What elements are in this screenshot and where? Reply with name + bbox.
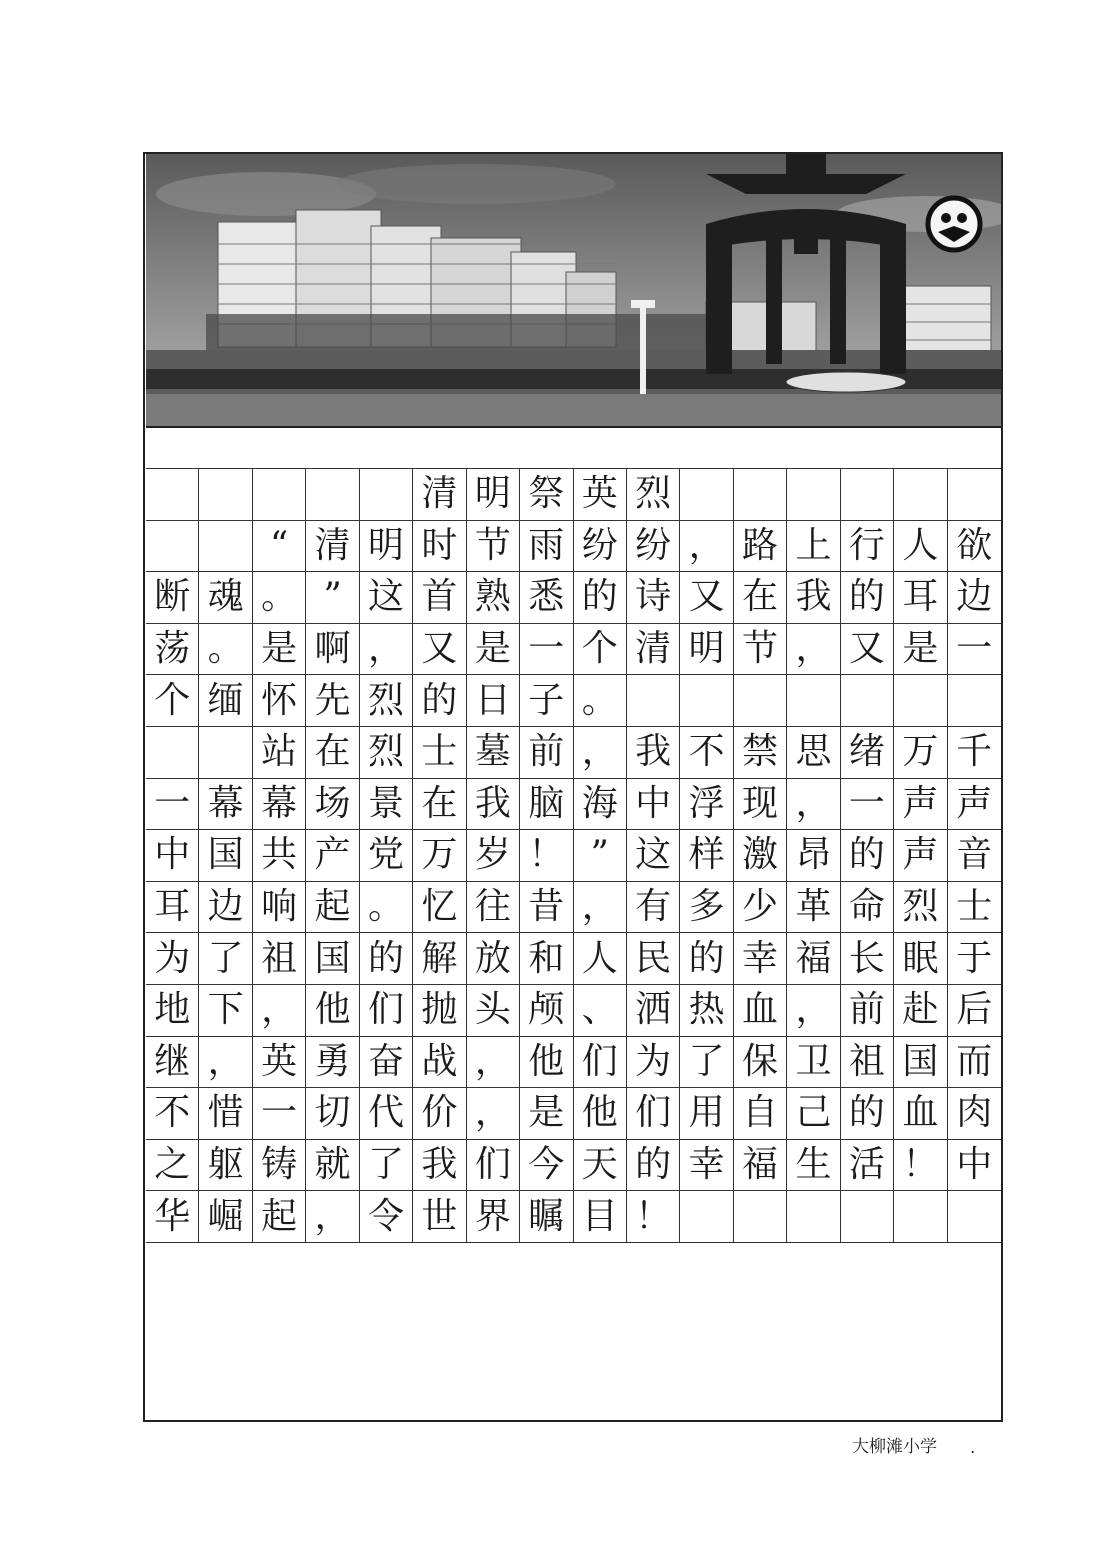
grid-cell: 国 [306, 933, 359, 984]
grid-cell: 节 [734, 624, 787, 675]
grid-cell: 民 [627, 933, 680, 984]
text-row [146, 1140, 1001, 1192]
text-row [146, 779, 1001, 831]
text-row [146, 521, 1001, 573]
grid-cell: 怀 [253, 675, 306, 726]
grid-cell: 又 [680, 572, 733, 623]
grid-cell: 烈 [894, 882, 947, 933]
grid-cell: 洒 [627, 985, 680, 1036]
grid-cell: ” [574, 830, 627, 881]
grid-cell: 个 [146, 675, 199, 726]
grid-cell: 而 [956, 1040, 993, 1082]
grid-cell: 为 [146, 933, 199, 984]
grid-cell: 万 [894, 727, 947, 778]
grid-cell: 明 [467, 469, 520, 520]
grid-cell: 的 [841, 830, 894, 881]
grid-cell: 勇 [306, 1037, 359, 1088]
grid-cell: ， [787, 779, 840, 830]
grid-cell: 。 [360, 882, 413, 933]
grid-cell: 士 [413, 727, 466, 778]
grid-cell: 雨 [520, 521, 573, 572]
grid-cell: 声 [956, 782, 993, 824]
grid-cell: 不 [146, 1088, 199, 1139]
grid-cell: 他 [306, 985, 359, 1036]
grid-cell: 保 [734, 1037, 787, 1088]
grid-cell: 是 [467, 624, 520, 675]
grid-cell: 目 [574, 1191, 627, 1242]
grid-cell: ” [306, 572, 359, 623]
grid-cell [841, 675, 894, 726]
grid-cell: 起 [306, 882, 359, 933]
grid-cell [787, 675, 840, 726]
grid-cell: 边 [956, 576, 993, 618]
grid-cell: 脑 [520, 779, 573, 830]
grid-cell [948, 1191, 1001, 1242]
grid-cell: 清 [306, 521, 359, 572]
grid-cell: 纷 [574, 521, 627, 572]
grid-cell: 们 [574, 1037, 627, 1088]
grid-cell: 耳 [894, 572, 947, 623]
grid-cell: 的 [360, 933, 413, 984]
text-row [146, 830, 1001, 882]
grid-cell: 国 [894, 1037, 947, 1088]
grid-cell [734, 1191, 787, 1242]
grid-cell: 于 [956, 937, 993, 979]
grid-cell: 就 [306, 1140, 359, 1191]
grid-cell: 血 [734, 985, 787, 1036]
grid-cell: 卫 [787, 1037, 840, 1088]
grid-cell: 清 [627, 624, 680, 675]
grid-cell: 热 [680, 985, 733, 1036]
grid-cell: 我 [467, 779, 520, 830]
grid-cell: 明 [360, 521, 413, 572]
grid-cell [894, 1191, 947, 1242]
grid-cell: 今 [520, 1140, 573, 1191]
grid-cell: 幸 [734, 933, 787, 984]
grid-cell: 之 [146, 1140, 199, 1191]
grid-cell [680, 469, 733, 520]
grid-cell: 烈 [360, 727, 413, 778]
grid-cell: 他 [520, 1037, 573, 1088]
grid-cell: ！ [627, 1191, 680, 1242]
grid-cell [199, 521, 252, 572]
grid-cell: 继 [146, 1037, 199, 1088]
grid-cell: 魂 [199, 572, 252, 623]
grid-cell: 命 [841, 882, 894, 933]
grid-cell: 音 [956, 834, 993, 876]
grid-cell: 下 [199, 985, 252, 1036]
grid-cell: 诗 [627, 572, 680, 623]
grid-cell: 和 [520, 933, 573, 984]
grid-cell: 放 [467, 933, 520, 984]
grid-cell: 声 [894, 779, 947, 830]
grid-cell: 又 [841, 624, 894, 675]
footer-mark: . [970, 1438, 976, 1458]
grid-cell: 共 [253, 830, 306, 881]
grid-cell: 海 [574, 779, 627, 830]
grid-cell: 断 [146, 572, 199, 623]
grid-cell: 多 [680, 882, 733, 933]
grid-cell [841, 1191, 894, 1242]
grid-cell: 子 [520, 675, 573, 726]
grid-cell: 幸 [680, 1140, 733, 1191]
grid-cell: 人 [574, 933, 627, 984]
grid-cell: 又 [413, 624, 466, 675]
grid-cell [841, 469, 894, 520]
grid-cell: 眠 [894, 933, 947, 984]
grid-cell: ， [360, 624, 413, 675]
grid-cell: 的 [413, 675, 466, 726]
grid-cell: 熟 [467, 572, 520, 623]
grid-cell [894, 675, 947, 726]
grid-cell: 前 [520, 727, 573, 778]
text-row [146, 985, 1001, 1037]
grid-cell: 时 [413, 521, 466, 572]
grid-cell: 一 [253, 1088, 306, 1139]
grid-cell [680, 675, 733, 726]
grid-cell: 是 [894, 624, 947, 675]
grid-cell: 我 [787, 572, 840, 623]
grid-cell: 中 [146, 830, 199, 881]
grid-cell: 岁 [467, 830, 520, 881]
grid-cell: 明 [680, 624, 733, 675]
grid-cell [948, 469, 1001, 520]
grid-cell: ， [787, 985, 840, 1036]
grid-cell [948, 675, 1001, 726]
grid-cell: 日 [467, 675, 520, 726]
grid-cell: 。 [574, 675, 627, 726]
grid-cell: 耳 [146, 882, 199, 933]
grid-cell: 头 [467, 985, 520, 1036]
grid-cell: 他 [574, 1088, 627, 1139]
grid-cell: ， [467, 1037, 520, 1088]
grid-cell: 一 [956, 628, 993, 670]
text-row [146, 882, 1001, 934]
grid-cell: 血 [894, 1088, 947, 1139]
grid-cell: 这 [627, 830, 680, 881]
grid-cell: 先 [306, 675, 359, 726]
grid-cell: 赴 [894, 985, 947, 1036]
title-row [146, 469, 1001, 521]
grid-cell: 荡 [146, 624, 199, 675]
grid-cell: 产 [306, 830, 359, 881]
grid-cell: 这 [360, 572, 413, 623]
grid-cell: 战 [413, 1037, 466, 1088]
text-row [146, 1088, 1001, 1140]
grid-cell [360, 469, 413, 520]
grid-cell [734, 469, 787, 520]
grid-cell: 清 [413, 469, 466, 520]
grid-cell: 在 [734, 572, 787, 623]
grid-cell: 福 [787, 933, 840, 984]
grid-cell: 躯 [199, 1140, 252, 1191]
grid-cell: 首 [413, 572, 466, 623]
grid-cell: 己 [787, 1088, 840, 1139]
text-row [146, 624, 1001, 676]
grid-cell [199, 469, 252, 520]
grid-cell: 禁 [734, 727, 787, 778]
school-name: 大柳滩小学 [852, 1437, 937, 1457]
grid-cell [146, 469, 199, 520]
text-row [146, 727, 1001, 779]
grid-cell: 是 [253, 624, 306, 675]
grid-cell: 瞩 [520, 1191, 573, 1242]
grid-cell: 的 [841, 1088, 894, 1139]
grid-cell: 我 [413, 1140, 466, 1191]
grid-cell: 们 [467, 1140, 520, 1191]
grid-cell: 激 [734, 830, 787, 881]
grid-cell: ， [253, 985, 306, 1036]
grid-cell: 站 [253, 727, 306, 778]
grid-cell: 啊 [306, 624, 359, 675]
grid-cell: 的 [627, 1140, 680, 1191]
grid-cell: 切 [306, 1088, 359, 1139]
grid-cell: 上 [787, 521, 840, 572]
grid-cell: 一 [841, 779, 894, 830]
grid-cell: 烈 [360, 675, 413, 726]
grid-cell: 党 [360, 830, 413, 881]
grid-cell: 崛 [199, 1191, 252, 1242]
grid-cell: 在 [413, 779, 466, 830]
grid-cell: 中 [956, 1144, 993, 1186]
grid-cell: 幕 [253, 779, 306, 830]
grid-cell: 生 [787, 1140, 840, 1191]
grid-cell: 。 [199, 624, 252, 675]
grid-cell: “ [253, 521, 306, 572]
grid-cell: 样 [680, 830, 733, 881]
grid-cell: 祭 [520, 469, 573, 520]
grid-cell: 颅 [520, 985, 573, 1036]
grid-cell: 路 [734, 521, 787, 572]
grid-cell: ， [199, 1037, 252, 1088]
grid-cell: 思 [787, 727, 840, 778]
grid-cell: 铸 [253, 1140, 306, 1191]
grid-cell: 天 [574, 1140, 627, 1191]
grid-cell: 了 [199, 933, 252, 984]
grid-cell: 了 [360, 1140, 413, 1191]
grid-cell: 我 [627, 727, 680, 778]
header-photo-banner [146, 154, 1001, 426]
grid-cell: 革 [787, 882, 840, 933]
grid-cell: ， [787, 624, 840, 675]
grid-cell: ！ [894, 1140, 947, 1191]
grid-cell: 中 [627, 779, 680, 830]
grid-cell: 现 [734, 779, 787, 830]
grid-cell: 场 [306, 779, 359, 830]
manuscript-grid [146, 468, 1001, 1243]
grid-cell [894, 469, 947, 520]
grid-cell: 一 [146, 779, 199, 830]
grid-cell: 浮 [680, 779, 733, 830]
grid-cell: 、 [574, 985, 627, 1036]
grid-cell: 声 [894, 830, 947, 881]
grid-cell: ， [467, 1088, 520, 1139]
grid-cell: 响 [253, 882, 306, 933]
grid-cell: 国 [199, 830, 252, 881]
grid-cell: 人 [894, 521, 947, 572]
grid-cell: 代 [360, 1088, 413, 1139]
grid-cell [199, 727, 252, 778]
grid-cell: 后 [956, 989, 993, 1031]
grid-cell: 长 [841, 933, 894, 984]
grid-cell: 们 [627, 1088, 680, 1139]
grid-cell [787, 1191, 840, 1242]
grid-cell: 祖 [253, 933, 306, 984]
grid-cell: 福 [734, 1140, 787, 1191]
grid-cell: ！ [520, 830, 573, 881]
grid-cell: 个 [574, 624, 627, 675]
grid-cell: 英 [574, 469, 627, 520]
grid-cell: 了 [680, 1037, 733, 1088]
text-row [146, 572, 1001, 624]
grid-cell: 墓 [467, 727, 520, 778]
grid-cell: 往 [467, 882, 520, 933]
grid-cell: 边 [199, 882, 252, 933]
grid-cell [680, 1191, 733, 1242]
grid-cell: ， [680, 521, 733, 572]
grid-cell: 纷 [627, 521, 680, 572]
blank-row [146, 426, 1001, 470]
text-row [146, 1037, 1001, 1089]
grid-cell: 华 [146, 1191, 199, 1242]
grid-cell: 千 [956, 731, 993, 773]
grid-cell [146, 727, 199, 778]
grid-cell: 不 [680, 727, 733, 778]
grid-cell: 抛 [413, 985, 466, 1036]
grid-cell: 是 [520, 1088, 573, 1139]
text-row [146, 933, 1001, 985]
grid-cell: 悉 [520, 572, 573, 623]
text-row [146, 675, 1001, 727]
grid-cell: ， [574, 882, 627, 933]
grid-cell: 界 [467, 1191, 520, 1242]
grid-cell: 自 [734, 1088, 787, 1139]
grid-cell: 肉 [956, 1092, 993, 1134]
grid-cell [627, 675, 680, 726]
grid-cell: 的 [574, 572, 627, 623]
grid-cell: 们 [360, 985, 413, 1036]
grid-cell [253, 469, 306, 520]
city-square-photo [146, 154, 1001, 426]
grid-cell: 祖 [841, 1037, 894, 1088]
grid-cell: 少 [734, 882, 787, 933]
grid-cell: 的 [841, 572, 894, 623]
grid-cell: 欲 [956, 524, 993, 566]
grid-cell: 缅 [199, 675, 252, 726]
grid-cell: 昂 [787, 830, 840, 881]
grid-cell [734, 675, 787, 726]
grid-cell: 奋 [360, 1037, 413, 1088]
grid-cell: 解 [413, 933, 466, 984]
grid-cell: 忆 [413, 882, 466, 933]
grid-cell: 景 [360, 779, 413, 830]
grid-cell: 有 [627, 882, 680, 933]
grid-cell: 的 [680, 933, 733, 984]
grid-cell: 惜 [199, 1088, 252, 1139]
grid-cell [306, 469, 359, 520]
grid-cell: 。 [253, 572, 306, 623]
grid-cell: 世 [413, 1191, 466, 1242]
grid-cell: 行 [841, 521, 894, 572]
grid-cell: 万 [413, 830, 466, 881]
grid-cell: 用 [680, 1088, 733, 1139]
grid-cell: 前 [841, 985, 894, 1036]
grid-cell: 为 [627, 1037, 680, 1088]
grid-cell: ， [574, 727, 627, 778]
text-row [146, 1191, 1001, 1243]
grid-cell [787, 469, 840, 520]
grid-cell: 英 [253, 1037, 306, 1088]
grid-cell: 节 [467, 521, 520, 572]
grid-cell: 活 [841, 1140, 894, 1191]
grid-cell: 令 [360, 1191, 413, 1242]
grid-cell: 价 [413, 1088, 466, 1139]
grid-cell: 士 [956, 886, 993, 928]
grid-cell: 幕 [199, 779, 252, 830]
grid-cell: 绪 [841, 727, 894, 778]
grid-cell: 一 [520, 624, 573, 675]
grid-cell: 地 [146, 985, 199, 1036]
grid-cell: 烈 [627, 469, 680, 520]
grid-cell: 昔 [520, 882, 573, 933]
grid-cell: ， [306, 1191, 359, 1242]
grid-cell: 起 [253, 1191, 306, 1242]
grid-cell: 在 [306, 727, 359, 778]
grid-cell [146, 521, 199, 572]
